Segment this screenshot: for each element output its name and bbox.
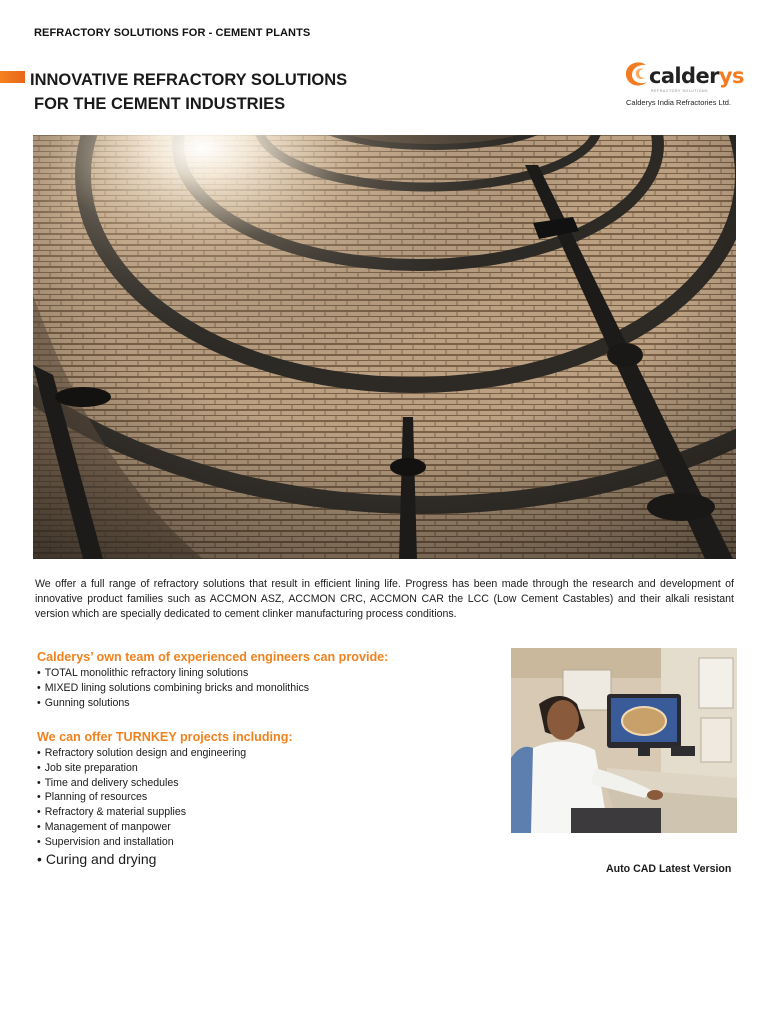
engineers-heading: Calderys’ own team of experienced engineers can provide: bbox=[37, 650, 389, 664]
turnkey-list bbox=[37, 746, 246, 868]
logo-tagline: REFRACTORY SOLUTIONS bbox=[651, 89, 709, 93]
logo-company-name: Calderys India Refractories Ltd. bbox=[626, 98, 732, 107]
list-item: • Supervision and installation bbox=[37, 835, 246, 850]
calderys-logo bbox=[620, 58, 744, 110]
turnkey-heading: We can offer TURNKEY projects including: bbox=[37, 730, 293, 744]
list-item: • Refractory & material supplies bbox=[37, 805, 246, 820]
accent-bar bbox=[0, 71, 25, 83]
engineers-list bbox=[37, 666, 309, 710]
list-item: • MIXED lining solutions combining bricks and monolithics bbox=[37, 681, 309, 696]
list-item: • Gunning solutions bbox=[37, 696, 309, 711]
logo-word-main: calder bbox=[649, 64, 719, 88]
page-title bbox=[30, 68, 347, 116]
list-item: • Refractory solution design and engineering bbox=[37, 746, 246, 761]
list-item: • Time and delivery schedules bbox=[37, 776, 246, 791]
list-item: • Planning of resources bbox=[37, 790, 246, 805]
list-item: • TOTAL monolithic refractory lining solutions bbox=[37, 666, 309, 681]
engineer-at-cad-workstation-photo bbox=[511, 648, 737, 833]
title-line-2: FOR THE CEMENT INDUSTRIES bbox=[34, 95, 286, 113]
calderys-swirl-icon bbox=[624, 60, 652, 90]
title-line-1: INNOVATIVE REFRACTORY SOLUTIONS bbox=[30, 71, 348, 89]
intro-paragraph: We offer a full range of refractory solutions that result in efficient lining life. Progress has been made through the research and development of innovative product families such as ACCMON ASZ, ACCMON CRC, ACCMON CAR the LCC (Low Cement Castables) and their alkali resistant version which are specially dedicated to cement clinker manufacturing process conditions. bbox=[35, 578, 734, 620]
document-header-label: REFRACTORY SOLUTIONS FOR - CEMENT PLANTS bbox=[34, 27, 311, 39]
list-item: • Curing and drying bbox=[37, 850, 246, 868]
logo-word-accent: ys bbox=[718, 64, 744, 88]
list-item: • Management of manpower bbox=[37, 820, 246, 835]
photo-caption: Auto CAD Latest Version bbox=[606, 863, 732, 875]
calderys-wordmark bbox=[649, 64, 744, 88]
kiln-interior-photo bbox=[33, 135, 736, 559]
list-item: • Job site preparation bbox=[37, 761, 246, 776]
